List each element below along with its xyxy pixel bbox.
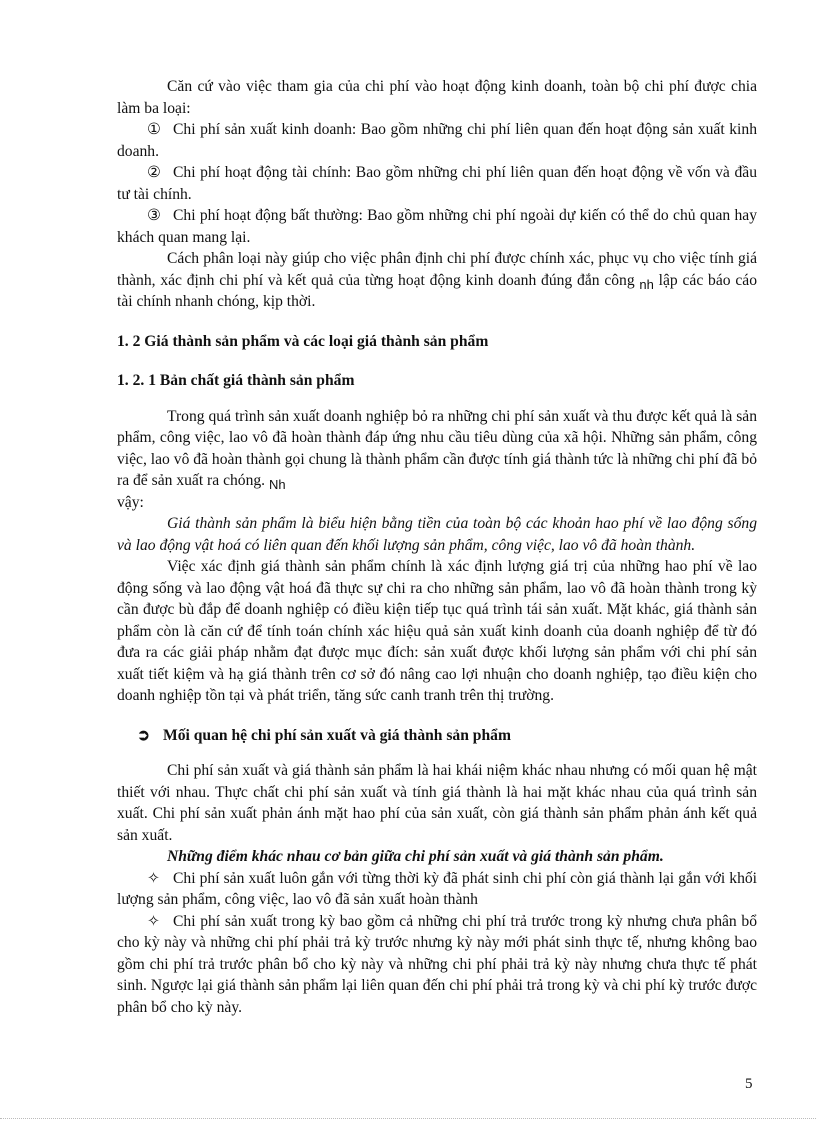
paragraph-fragment: nh (639, 276, 654, 292)
paragraph-cost-determination: Việc xác định giá thành sản phẩm chính là xác định lượng giá trị của những hao phí về lao động sống và lao động vật hoá đã thực sự chi ra cho những sản phẩm, lao vô đã hoàn thành trong kỳ cần được bù đắp để doanh nghiệp có điều kiện tiếp tục quá trình tái sản xuất. Mặt khác, giá thành sản phẩm còn là căn cứ để tính toán chính xác hiệu quả sản xuất kinh doanh của doanh nghiệp để từ đó đưa ra các giải pháp nhằm đạt được mục đích: sản xuất được khối lượng sản phẩm với chi phí sản xuất tiết kiệm và hạ giá thành trên cơ sở đó nâng cao lợi nhuận cho doanh nghiệp, tạo điều kiện cho doanh nghiệp tồn tại và phát triển, tăng sức canh tranh trên thị trường. (117, 558, 757, 704)
section-heading-relation (117, 725, 757, 747)
section-heading-1-2-1: 1. 2. 1 Bản chất giá thành sản phẩm (117, 372, 355, 389)
section-heading-1-2: 1. 2 Giá thành sản phẩm và các loại giá thành sản phẩm (117, 332, 489, 350)
difference-bullet-1-text: Chi phí sản xuất luôn gắn với từng thời kỳ đã phát sinh chi phí còn giá thành lại gắn với khối lượng sản phẩm, công việc, lao vô đã sản xuất hoàn thành (117, 869, 757, 908)
paragraph-cost-classification-intro: Căn cứ vào việc tham gia của chi phí vào hoạt động kinh doanh, toàn bộ chi phí được chia làm ba loại: (117, 78, 757, 117)
list-item-3 (117, 205, 757, 248)
star-bullet-icon: ✧ (147, 869, 161, 887)
paragraph-classification-benefit (117, 248, 757, 313)
paragraph-fragment: Nh (268, 477, 286, 492)
paragraph-text: Trong quá trình sản xuất doanh nghiệp bỏ ra những chi phí sản xuất và thu được kết quả là sản phẩm, công việc, lao vô đã hoàn thành đáp ứng nhu cầu tiêu dùng của xã hội. Những sản phẩm, công việc, lao vô đã hoàn thành gọi chung là thành phẩm cần được tính giá thành tức là những chi phí đã bỏ ra để sản xuất ra chóng. (117, 407, 757, 489)
list-item-1-text: Chi phí sản xuất kinh doanh: Bao gồm những chi phí liên quan đến hoạt động sản xuất kinh doanh. (117, 121, 757, 160)
differences-heading: Những điểm khác nhau cơ bản giữa chi phí sản xuất và giá thành sản phẩm. (167, 848, 664, 865)
star-bullet-icon: ✧ (147, 912, 161, 930)
circled-three-icon: ③ (147, 207, 161, 224)
difference-bullet-2-text: Chi phí sản xuất trong kỳ bao gồm cả những chi phí trả trước trong kỳ nhưng chưa phân bổ cho kỳ này và những chi phí phải trả kỳ trước nhưng kỳ này mới phát sinh thực tế, nhưng không bao gồm chi phí trả trước phân bổ cho kỳ này và những chi phí phải trả kỳ này nhưng chưa thực tế phát sinh. Ngược lại giá thành sản phẩm lại liên quan đến chi phí phải trả trong kỳ và chi phí kỳ trước được phân bổ cho kỳ này. (117, 912, 757, 1016)
page-bottom-divider (0, 1118, 816, 1119)
paragraph-production-process (117, 406, 757, 514)
paragraph-text: lập các báo cáo tài chính nhanh chóng, kịp thời. (117, 271, 758, 310)
arrow-bullet-icon: ➲ (137, 726, 151, 744)
paragraph-relation: Chi phí sản xuất và giá thành sản phẩm là hai khái niệm khác nhau nhưng có mối quan hệ mật thiết với nhau. Thực chất chi phí sản xuất và tính giá thành là hai mặt khác nhau của quá trình sản xuất. Chi phí sản xuất phản ánh mặt hao phí của sản xuất, còn giá thành sản phẩm phản ánh kết quả sản xuất. (117, 762, 757, 844)
difference-bullet-2 (117, 911, 757, 1019)
page-body (117, 76, 757, 1018)
circled-one-icon: ① (147, 121, 161, 138)
list-item-1 (117, 119, 757, 162)
page-number: 5 (745, 1076, 753, 1092)
list-item-2-text: Chi phí hoạt động tài chính: Bao gồm những chi phí liên quan đến hoạt động về vốn và đầu tư tài chính. (117, 164, 757, 203)
circled-two-icon: ② (147, 164, 161, 181)
list-item-3-text: Chi phí hoạt động bất thường: Bao gồm những chi phí ngoài dự kiến có thể do chủ quan hay khách quan mang lại. (117, 207, 757, 246)
definition-paragraph: Giá thành sản phẩm là biểu hiện bằng tiền của toàn bộ các khoản hao phí về lao động sống và lao động vật hoá có liên quan đến khối lượng sản phẩm, công việc, lao vô đã hoàn thành. (117, 515, 757, 554)
list-item-2 (117, 162, 757, 205)
difference-bullet-1 (117, 868, 757, 911)
paragraph-text: vậy: (117, 493, 144, 511)
section-heading-relation-text: Mối quan hệ chi phí sản xuất và giá thành sản phẩm (163, 726, 511, 744)
paragraph-text: Cách phân loại này giúp cho việc phân định chi phí được chính xác, phục vụ cho việc tính giá thành, xác định chi phí và kết quả của từng hoạt động kinh doanh đúng đắn công (117, 250, 757, 289)
